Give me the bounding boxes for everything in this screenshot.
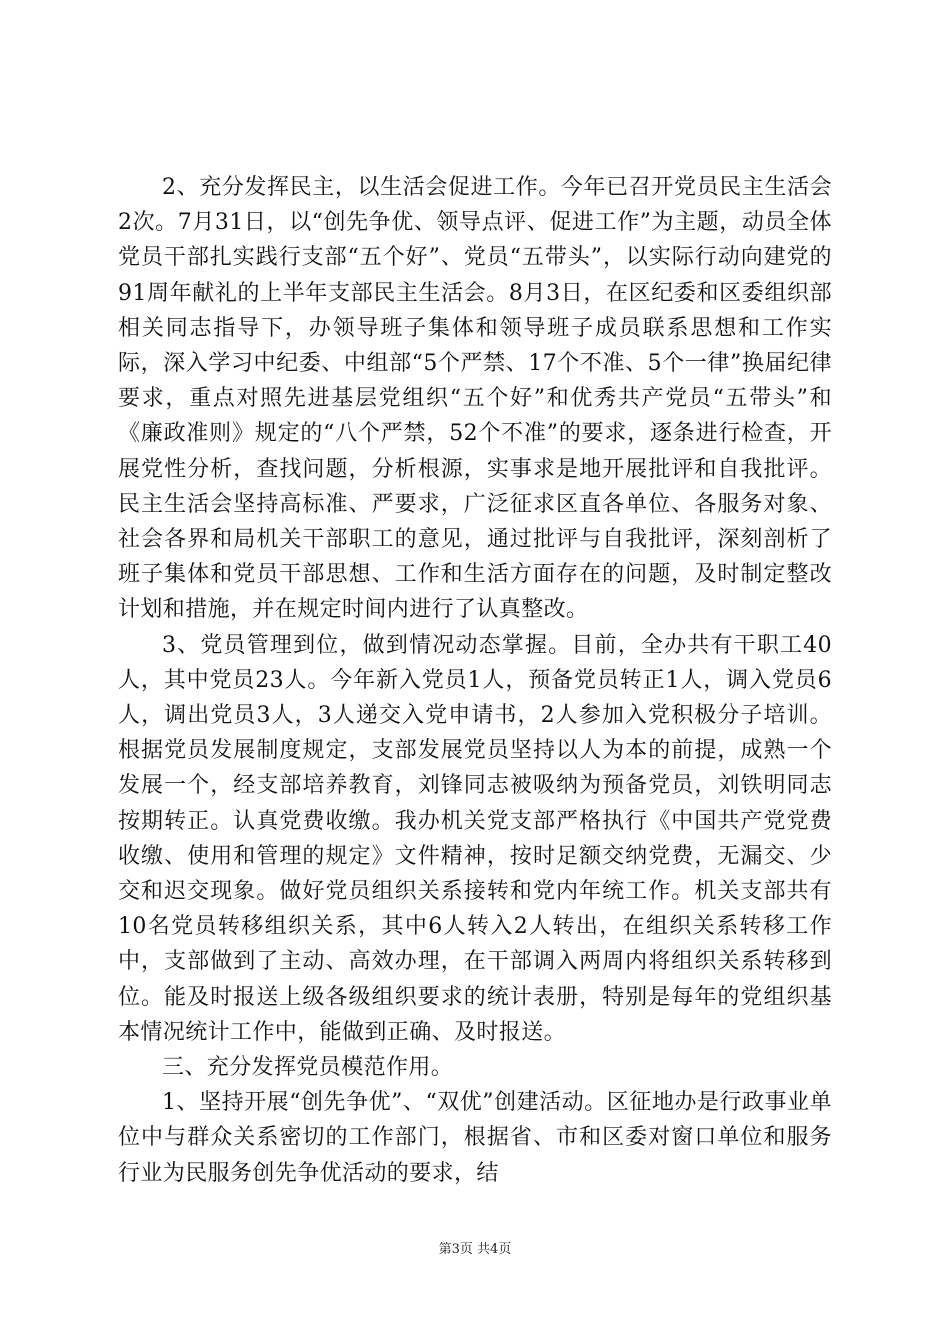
section-heading-exemplary-role: 三、充分发挥党员模范作用。 [162, 1055, 454, 1081]
paragraph-party-member-management: 3、党员管理到位，做到情况动态掌握。目前，全办共有干职工40人，其中党员23人。今年新入党员1人，预备党员转正1人，调入党员6人，调出党员3人，3人递交入党申请书，2人参加入党积极分子培训。根据党员发展制度规定，支部发展党员坚持以人为本的前提，成熟一个发展一个，经支部培养教育，刘锋同志被吸纳为预备党员，刘铁明同志按期转正。认真党费收缴。我办机关党支部严格执行《中国共产党党费收缴、使用和管理的规定》文件精神，按时足额交纳党费，无漏交、少交和迟交现象。做好党员组织关系接转和党内年统工作。机关支部共有10名党员转移组织关系，其中6人转入2人转出，在组织关系转移工作中，支部做到了主动、高效办理，在干部调入两周内将组织关系转移到位。能及时报送上级各级组织要求的统计表册，特别是每年的党组织基本情况统计工作中，能做到正确、及时报送。 [118, 632, 832, 1045]
page-footer: 第3页 共4页 [438, 1242, 512, 1257]
paragraph-democratic-life-meeting: 2、充分发挥民主，以生活会促进工作。今年已召开党员民主生活会2次。7月31日，以“创先争优、领导点评、促进工作”为主题，动员全体党员干部扎实践行支部“五个好”、党员“五带头”，以实际行动向建党的91周年献礼的上半年支部民主生活会。8月3日，在区纪委和区委组织部相关同志指导下，办领导班子集体和领导班子成员联系思想和工作实际，深入学习中纪委、中组部“5个严禁、17个不准、5个一律”换届纪律要求，重点对照先进基层党组织“五个好”和优秀共产党员“五带头”和《廉政准则》规定的“八个严禁，52个不准”的要求，逐条进行检查，开展党性分析，查找问题，分析根源，实事求是地开展批评和自我批评。民主生活会坚持高标准、严要求，广泛征求区直各单位、各服务对象、社会各界和局机关干部职工的意见，通过批评与自我批评，深刻剖析了班子集体和党员干部思想、工作和生活方面存在的问题，及时制定整改计划和措施，并在规定时间内进行了认真整改。 [118, 175, 832, 623]
paragraph-excellence-campaign: 1、坚持开展“创先争优”、“双优”创建活动。区征地办是行政事业单位中与群众关系密切的工作部门，根据省、市和区委对窗口单位和服务行业为民服务创先争优活动的要求，结 [118, 1090, 832, 1186]
document-body [118, 170, 832, 1191]
